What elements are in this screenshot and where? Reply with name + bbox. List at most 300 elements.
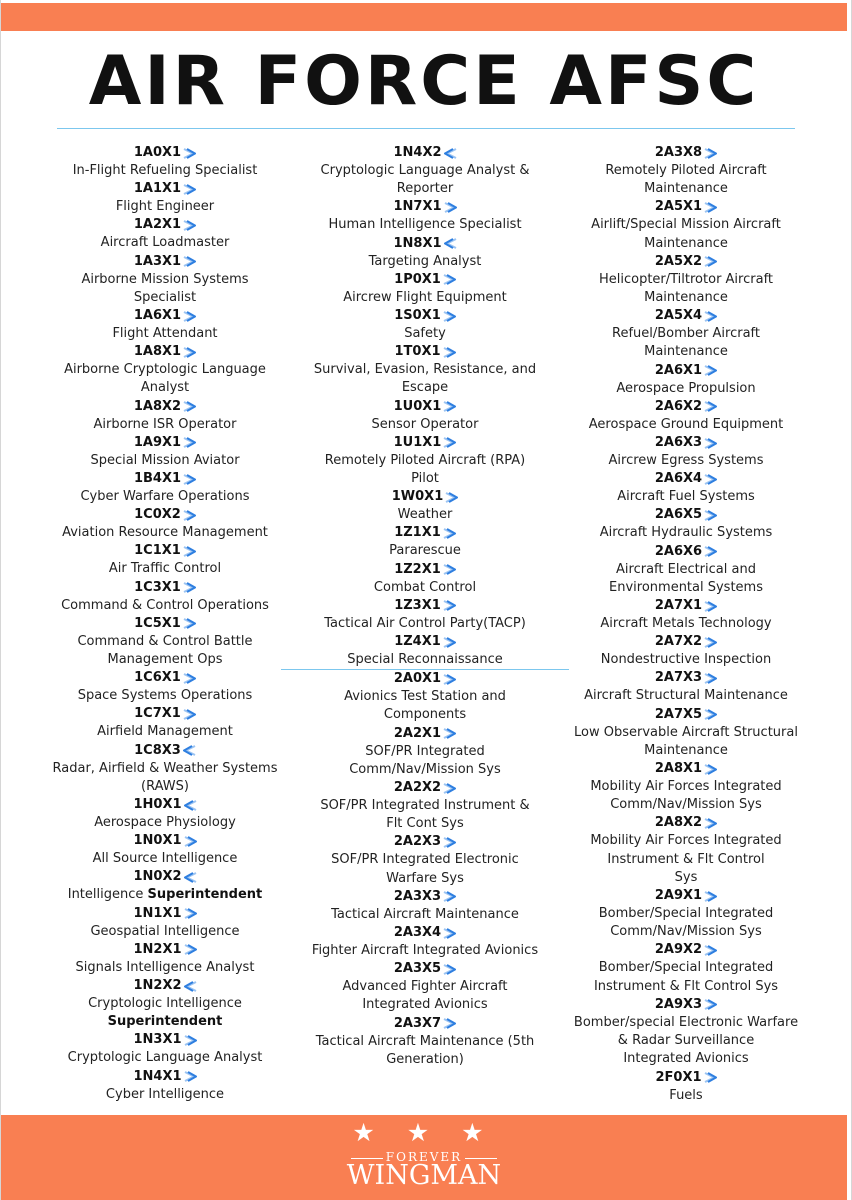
afsc-code: 1A0X1 bbox=[133, 145, 182, 160]
afsc-code-row bbox=[30, 398, 300, 416]
chevron-right-icon bbox=[704, 148, 717, 159]
afsc-title-continuation: Comm/Nav/Mission Sys bbox=[610, 797, 762, 813]
chevron-right-icon bbox=[183, 618, 196, 629]
afsc-title: Mobility Air Forces Integrated bbox=[590, 779, 782, 795]
afsc-title-emphasis: Superintendent bbox=[147, 887, 263, 903]
chevron-left-icon bbox=[183, 745, 196, 756]
chevron-right-icon bbox=[704, 202, 717, 213]
afsc-entry bbox=[30, 343, 300, 397]
afsc-code: 2A6X1 bbox=[654, 362, 703, 378]
afsc-code-row bbox=[30, 705, 300, 723]
afsc-entry bbox=[30, 977, 300, 1031]
afsc-title: Advanced Fighter Aircraft bbox=[342, 979, 508, 995]
chevron-right-icon bbox=[183, 582, 196, 593]
afsc-title: Helicopter/Tiltrotor Aircraft bbox=[598, 271, 774, 287]
afsc-code-row bbox=[551, 941, 821, 959]
afsc-code-row bbox=[551, 506, 821, 524]
chevron-right-icon bbox=[183, 673, 196, 684]
afsc-title-continuation: Maintenance bbox=[644, 181, 728, 197]
afsc-entry bbox=[30, 579, 300, 615]
afsc-code-row bbox=[30, 1068, 300, 1086]
afsc-title-continuation: Flt Cont Sys bbox=[386, 816, 464, 832]
afsc-title-continuation: Integrated Avionics bbox=[623, 1051, 749, 1067]
afsc-title: Airborne Cryptologic Language bbox=[64, 362, 266, 378]
afsc-code: 1Z2X1 bbox=[394, 561, 441, 577]
afsc-title-continuation: Reporter bbox=[396, 181, 454, 197]
chevron-right-icon bbox=[183, 546, 196, 557]
afsc-code-row bbox=[551, 633, 821, 651]
afsc-title: Aircraft Electrical and bbox=[616, 561, 756, 577]
afsc-code: 1Z3X1 bbox=[394, 597, 441, 613]
afsc-title: Command & Control Battle bbox=[77, 633, 253, 649]
afsc-code: 2A5X4 bbox=[654, 308, 703, 324]
logo-wingman-text: WINGMAN bbox=[346, 1160, 502, 1191]
afsc-code: 1P0X1 bbox=[394, 271, 441, 287]
afsc-title: Aerospace Ground Equipment bbox=[588, 416, 784, 432]
afsc-title-continuation: Management Ops bbox=[107, 652, 223, 668]
afsc-title: Bomber/Special Integrated bbox=[598, 960, 774, 976]
afsc-code-row bbox=[30, 144, 300, 162]
afsc-code: 1N4X2 bbox=[393, 145, 442, 160]
afsc-entry bbox=[30, 180, 300, 216]
afsc-title: Aerospace Physiology bbox=[94, 815, 236, 831]
chevron-right-icon bbox=[704, 256, 717, 267]
afsc-entry bbox=[30, 398, 300, 434]
afsc-code-row bbox=[30, 796, 300, 814]
afsc-entry bbox=[551, 144, 821, 198]
afsc-code: 2A6X6 bbox=[654, 543, 703, 559]
afsc-entry bbox=[551, 307, 821, 361]
afsc-code: 1A6X1 bbox=[133, 308, 182, 324]
afsc-code-row bbox=[551, 597, 821, 615]
afsc-code: 1C5X1 bbox=[134, 615, 181, 631]
afsc-title: Tactical Aircraft Maintenance bbox=[331, 906, 519, 922]
chevron-left-icon bbox=[444, 148, 457, 159]
afsc-title: Airborne ISR Operator bbox=[93, 416, 237, 432]
afsc-code-row bbox=[290, 198, 560, 216]
afsc-code: 1U1X1 bbox=[393, 434, 442, 450]
afsc-title: Avionics Test Station and bbox=[344, 689, 506, 705]
afsc-code: 1A3X1 bbox=[133, 253, 182, 269]
afsc-code: 1C3X1 bbox=[134, 579, 181, 595]
afsc-code-row bbox=[30, 216, 300, 234]
afsc-code: 2A7X3 bbox=[654, 670, 703, 686]
afsc-title-continuation: Instrument & Flt Control Sys bbox=[593, 978, 779, 994]
afsc-title-continuation: Comm/Nav/Mission Sys bbox=[349, 761, 501, 777]
afsc-entry bbox=[551, 1069, 821, 1105]
afsc-title-line bbox=[30, 1013, 300, 1031]
afsc-title: Radar, Airfield & Weather Systems bbox=[52, 760, 278, 776]
chevron-right-icon bbox=[704, 764, 717, 775]
afsc-code: 1N3X1 bbox=[133, 1032, 182, 1048]
afsc-code: 1Z4X1 bbox=[394, 634, 441, 650]
chevron-right-icon bbox=[704, 891, 717, 902]
afsc-code-row bbox=[290, 343, 560, 361]
afsc-entry bbox=[30, 742, 300, 796]
afsc-entry bbox=[551, 706, 821, 760]
afsc-code-row bbox=[30, 832, 300, 850]
afsc-code-row bbox=[290, 144, 560, 162]
afsc-title-emphasis: Superintendent bbox=[107, 1014, 223, 1030]
chevron-right-icon bbox=[184, 1035, 197, 1046]
chevron-right-icon bbox=[704, 945, 717, 956]
chevron-right-icon bbox=[704, 673, 717, 684]
afsc-entry bbox=[30, 1031, 300, 1067]
chevron-right-icon bbox=[704, 546, 717, 557]
afsc-code: 2A9X3 bbox=[654, 996, 703, 1012]
afsc-entry bbox=[551, 506, 821, 542]
afsc-code-row bbox=[551, 814, 821, 832]
afsc-code-row bbox=[30, 669, 300, 687]
afsc-title-line bbox=[30, 886, 300, 904]
afsc-entry bbox=[290, 924, 560, 960]
afsc-title: In-Flight Refueling Specialist bbox=[72, 163, 258, 178]
afsc-code: 1A2X1 bbox=[133, 217, 182, 233]
afsc-code-row bbox=[551, 760, 821, 778]
afsc-entry bbox=[551, 597, 821, 633]
chevron-right-icon bbox=[183, 401, 196, 412]
chevron-right-icon bbox=[704, 601, 717, 612]
afsc-entry bbox=[551, 669, 821, 705]
afsc-title-continuation: Maintenance bbox=[644, 344, 728, 360]
afsc-entry bbox=[551, 398, 821, 434]
chevron-right-icon bbox=[443, 528, 456, 539]
afsc-code-row bbox=[30, 615, 300, 633]
afsc-title: Signals Intelligence Analyst bbox=[75, 959, 255, 975]
afsc-code-row bbox=[290, 779, 560, 797]
afsc-entry bbox=[551, 543, 821, 597]
afsc-title: Command & Control Operations bbox=[61, 597, 269, 613]
afsc-code-row bbox=[290, 307, 560, 325]
afsc-code-row bbox=[551, 198, 821, 216]
afsc-entry bbox=[290, 307, 560, 343]
chevron-right-icon bbox=[183, 220, 196, 231]
chevron-right-icon bbox=[443, 401, 456, 412]
afsc-title: SOF/PR Integrated Instrument & bbox=[320, 798, 530, 814]
chevron-right-icon bbox=[443, 311, 456, 322]
chevron-right-icon bbox=[184, 944, 197, 955]
afsc-code: 2A5X2 bbox=[654, 253, 703, 269]
afsc-code-row bbox=[30, 905, 300, 923]
afsc-title: Airfield Management bbox=[97, 724, 233, 740]
chevron-right-icon bbox=[443, 728, 456, 739]
afsc-title: Aircraft Metals Technology bbox=[600, 616, 772, 632]
afsc-entry bbox=[551, 941, 821, 995]
afsc-code: 1C6X1 bbox=[134, 670, 181, 686]
chevron-left-icon bbox=[184, 981, 197, 992]
afsc-title: Aircraft Structural Maintenance bbox=[584, 688, 788, 704]
afsc-title-continuation: Maintenance bbox=[644, 290, 728, 306]
chevron-right-icon bbox=[443, 347, 456, 358]
afsc-title: Aerospace Propulsion bbox=[616, 380, 756, 396]
afsc-entry bbox=[30, 216, 300, 252]
afsc-code-row bbox=[290, 1015, 560, 1033]
afsc-code: 1N0X1 bbox=[133, 833, 182, 849]
chevron-right-icon bbox=[704, 637, 717, 648]
afsc-code-row bbox=[551, 543, 821, 561]
afsc-entry bbox=[30, 434, 300, 470]
afsc-entry bbox=[290, 561, 560, 597]
afsc-code: 2A8X1 bbox=[654, 761, 703, 777]
afsc-entry bbox=[30, 307, 300, 343]
chevron-right-icon bbox=[443, 928, 456, 939]
afsc-entry bbox=[30, 905, 300, 941]
afsc-code-row bbox=[551, 1069, 821, 1087]
afsc-column-2 bbox=[290, 144, 560, 1069]
afsc-code: 1A9X1 bbox=[133, 434, 182, 450]
afsc-code-row bbox=[290, 561, 560, 579]
chevron-right-icon bbox=[443, 437, 456, 448]
afsc-entry bbox=[290, 144, 560, 198]
afsc-entry bbox=[290, 888, 560, 924]
chevron-right-icon bbox=[704, 999, 717, 1010]
afsc-title: SOF/PR Integrated Electronic bbox=[331, 852, 519, 868]
chevron-left-icon bbox=[184, 872, 197, 883]
chevron-right-icon bbox=[704, 709, 717, 720]
afsc-code: 1N2X2 bbox=[133, 978, 182, 994]
afsc-title: Survival, Evasion, Resistance, and bbox=[313, 362, 537, 378]
afsc-title-continuation: Specialist bbox=[133, 289, 197, 305]
afsc-title: Aircraft Loadmaster bbox=[100, 235, 230, 251]
afsc-title-continuation: Sys bbox=[674, 869, 698, 885]
afsc-entry bbox=[30, 941, 300, 977]
afsc-code: 2A9X1 bbox=[654, 888, 703, 904]
afsc-code-row bbox=[290, 960, 560, 978]
afsc-entry bbox=[551, 470, 821, 506]
afsc-code-row bbox=[551, 470, 821, 488]
afsc-entry bbox=[290, 235, 560, 271]
afsc-code-row bbox=[551, 253, 821, 271]
afsc-entry bbox=[290, 670, 560, 724]
afsc-code: 1A8X2 bbox=[133, 398, 182, 414]
afsc-title: Refuel/Bomber Aircraft bbox=[612, 326, 760, 342]
afsc-code-row bbox=[30, 307, 300, 325]
afsc-title: Geospatial Intelligence bbox=[90, 923, 240, 939]
afsc-code: 1C7X1 bbox=[134, 706, 181, 722]
afsc-title-continuation: Escape bbox=[401, 380, 449, 396]
afsc-title: Sensor Operator bbox=[371, 416, 479, 432]
afsc-code-row bbox=[30, 742, 300, 760]
chevron-right-icon bbox=[184, 908, 197, 919]
page-title: AIR FORCE AFSC bbox=[88, 42, 760, 121]
chevron-right-icon bbox=[443, 674, 456, 685]
afsc-code: 2A3X7 bbox=[393, 1015, 442, 1031]
chevron-right-icon bbox=[183, 311, 196, 322]
chevron-right-icon bbox=[704, 401, 717, 412]
afsc-entry bbox=[290, 1015, 560, 1069]
afsc-code: 2A6X3 bbox=[654, 435, 703, 451]
afsc-title: Targeting Analyst bbox=[368, 253, 482, 269]
afsc-code: 2A3X3 bbox=[393, 888, 442, 904]
afsc-code: 2A6X5 bbox=[654, 507, 703, 523]
afsc-entry bbox=[30, 253, 300, 307]
afsc-code-row bbox=[290, 833, 560, 851]
afsc-code: 1H0X1 bbox=[133, 797, 182, 813]
chevron-right-icon bbox=[183, 709, 196, 720]
afsc-code: 2A9X2 bbox=[654, 942, 703, 958]
afsc-code-row bbox=[551, 362, 821, 380]
afsc-title: All Source Intelligence bbox=[92, 851, 238, 867]
chevron-right-icon bbox=[704, 311, 717, 322]
afsc-code: 2A6X2 bbox=[654, 398, 703, 414]
afsc-title-continuation: Integrated Avionics bbox=[362, 997, 488, 1013]
afsc-title-continuation: Pilot bbox=[411, 471, 439, 487]
afsc-code: 2A7X1 bbox=[654, 598, 703, 614]
afsc-code: 1T0X1 bbox=[394, 344, 441, 360]
afsc-title: Space Systems Operations bbox=[77, 688, 253, 704]
afsc-code-row bbox=[30, 506, 300, 524]
afsc-entry bbox=[290, 633, 560, 669]
afsc-code-row bbox=[30, 977, 300, 995]
afsc-code-row bbox=[30, 579, 300, 597]
afsc-code-row bbox=[290, 888, 560, 906]
afsc-entry bbox=[290, 524, 560, 560]
afsc-title: Cryptologic Language Analyst & bbox=[320, 163, 530, 178]
afsc-title: Aircrew Egress Systems bbox=[608, 453, 764, 469]
afsc-title: Aircraft Fuel Systems bbox=[617, 489, 755, 505]
afsc-code-row bbox=[551, 887, 821, 905]
afsc-entry bbox=[30, 506, 300, 542]
afsc-title: Special Reconnaissance bbox=[347, 652, 503, 668]
afsc-code: 1N0X2 bbox=[133, 869, 182, 885]
chevron-right-icon bbox=[444, 202, 457, 213]
afsc-entry bbox=[30, 832, 300, 868]
afsc-code: 1U0X1 bbox=[393, 398, 442, 414]
afsc-code-row bbox=[30, 542, 300, 560]
chevron-right-icon bbox=[183, 256, 196, 267]
afsc-column-3 bbox=[551, 144, 821, 1105]
afsc-code: 1C1X1 bbox=[134, 543, 181, 559]
chevron-right-icon bbox=[443, 837, 456, 848]
afsc-entry bbox=[30, 868, 300, 904]
afsc-entry bbox=[290, 597, 560, 633]
afsc-code: 1A1X1 bbox=[133, 181, 182, 197]
afsc-code: 1Z1X1 bbox=[394, 525, 441, 541]
afsc-code: 1N4X1 bbox=[133, 1068, 182, 1084]
afsc-code: 2A6X4 bbox=[654, 471, 703, 487]
afsc-title: Cryptologic Language Analyst bbox=[67, 1050, 263, 1066]
afsc-entry bbox=[551, 198, 821, 252]
title-divider bbox=[57, 128, 795, 129]
afsc-code: 1C0X2 bbox=[134, 507, 181, 523]
afsc-code-row bbox=[30, 434, 300, 452]
afsc-title: Tactical Air Control Party(TACP) bbox=[324, 615, 526, 631]
afsc-code-row bbox=[290, 235, 560, 253]
afsc-code-row bbox=[290, 670, 560, 688]
afsc-code: 2A3X4 bbox=[393, 925, 442, 941]
afsc-code-row bbox=[551, 398, 821, 416]
afsc-entry bbox=[290, 488, 560, 524]
afsc-code-row bbox=[290, 271, 560, 289]
afsc-code: 1N1X1 bbox=[133, 905, 182, 921]
afsc-title: Combat Control bbox=[373, 579, 477, 595]
afsc-code-row bbox=[551, 307, 821, 325]
chevron-right-icon bbox=[443, 964, 456, 975]
afsc-code-row bbox=[30, 343, 300, 361]
afsc-title: Low Observable Aircraft Structural bbox=[574, 724, 798, 740]
afsc-title: Mobility Air Forces Integrated bbox=[590, 833, 782, 849]
afsc-code: 1C8X3 bbox=[134, 742, 181, 758]
afsc-title-continuation: Components bbox=[383, 707, 467, 723]
afsc-entry bbox=[30, 615, 300, 669]
afsc-title-continuation: Environmental Systems bbox=[609, 579, 763, 595]
afsc-entry bbox=[290, 725, 560, 779]
afsc-code: 2A3X5 bbox=[393, 961, 442, 977]
chevron-right-icon bbox=[183, 184, 196, 195]
chevron-left-icon bbox=[444, 238, 457, 249]
afsc-code-row bbox=[551, 706, 821, 724]
afsc-entry bbox=[30, 470, 300, 506]
afsc-title: Aircraft Hydraulic Systems bbox=[599, 525, 773, 541]
chevron-right-icon bbox=[704, 365, 717, 376]
afsc-entry bbox=[30, 144, 300, 180]
afsc-entry bbox=[30, 796, 300, 832]
afsc-entry bbox=[30, 705, 300, 741]
afsc-code-row bbox=[290, 597, 560, 615]
afsc-title: Safety bbox=[404, 326, 446, 342]
chevron-right-icon bbox=[445, 492, 458, 503]
afsc-title-continuation: Analyst bbox=[140, 380, 190, 396]
logo-stars: ★ ★ ★ bbox=[352, 1118, 496, 1147]
afsc-entry bbox=[30, 542, 300, 578]
afsc-title: Intelligence bbox=[67, 887, 144, 903]
afsc-title: Nondestructive Inspection bbox=[600, 652, 772, 668]
chevron-right-icon bbox=[183, 510, 196, 521]
chevron-right-icon bbox=[183, 437, 196, 448]
top-color-band bbox=[1, 3, 847, 31]
afsc-code: 1N7X1 bbox=[393, 199, 442, 215]
afsc-title: Cyber Intelligence bbox=[105, 1086, 225, 1102]
afsc-code-row bbox=[30, 180, 300, 198]
afsc-code-row bbox=[551, 669, 821, 687]
afsc-title-continuation: Instrument & Flt Control bbox=[607, 851, 765, 867]
logo-forever-text: FOREVER bbox=[385, 1150, 463, 1164]
afsc-entry bbox=[551, 814, 821, 887]
afsc-entry bbox=[551, 633, 821, 669]
chevron-right-icon bbox=[183, 474, 196, 485]
afsc-title: Airborne Mission Systems bbox=[81, 271, 249, 287]
afsc-title: Fighter Aircraft Integrated Avionics bbox=[311, 943, 539, 959]
afsc-code-row bbox=[30, 1031, 300, 1049]
chevron-right-icon bbox=[183, 148, 196, 159]
afsc-code-row bbox=[290, 434, 560, 452]
afsc-code-row bbox=[290, 398, 560, 416]
afsc-entry bbox=[290, 271, 560, 307]
afsc-title: Cryptologic Intelligence bbox=[88, 996, 242, 1012]
afsc-code-row bbox=[290, 924, 560, 942]
afsc-code-row bbox=[290, 488, 560, 506]
chevron-right-icon bbox=[704, 474, 717, 485]
afsc-code-row bbox=[290, 725, 560, 743]
afsc-entry bbox=[290, 398, 560, 434]
afsc-code: 2A8X2 bbox=[654, 815, 703, 831]
afsc-title-continuation: Comm/Nav/Mission Sys bbox=[610, 924, 762, 940]
afsc-entry bbox=[551, 253, 821, 307]
afsc-entry bbox=[30, 1068, 300, 1104]
afsc-code: 2A7X5 bbox=[654, 706, 703, 722]
afsc-code-row bbox=[30, 941, 300, 959]
afsc-title: Aircrew Flight Equipment bbox=[343, 289, 507, 305]
afsc-code: 2A5X1 bbox=[654, 199, 703, 215]
afsc-title-continuation: Warfare Sys bbox=[386, 870, 464, 886]
chevron-right-icon bbox=[184, 1071, 197, 1082]
afsc-code: 1S0X1 bbox=[394, 308, 441, 324]
afsc-title: Cyber Warfare Operations bbox=[80, 489, 250, 505]
afsc-code: 2A2X1 bbox=[393, 725, 442, 741]
chevron-left-icon bbox=[184, 800, 197, 811]
afsc-entry bbox=[290, 779, 560, 833]
afsc-code: 2A3X8 bbox=[654, 145, 703, 160]
